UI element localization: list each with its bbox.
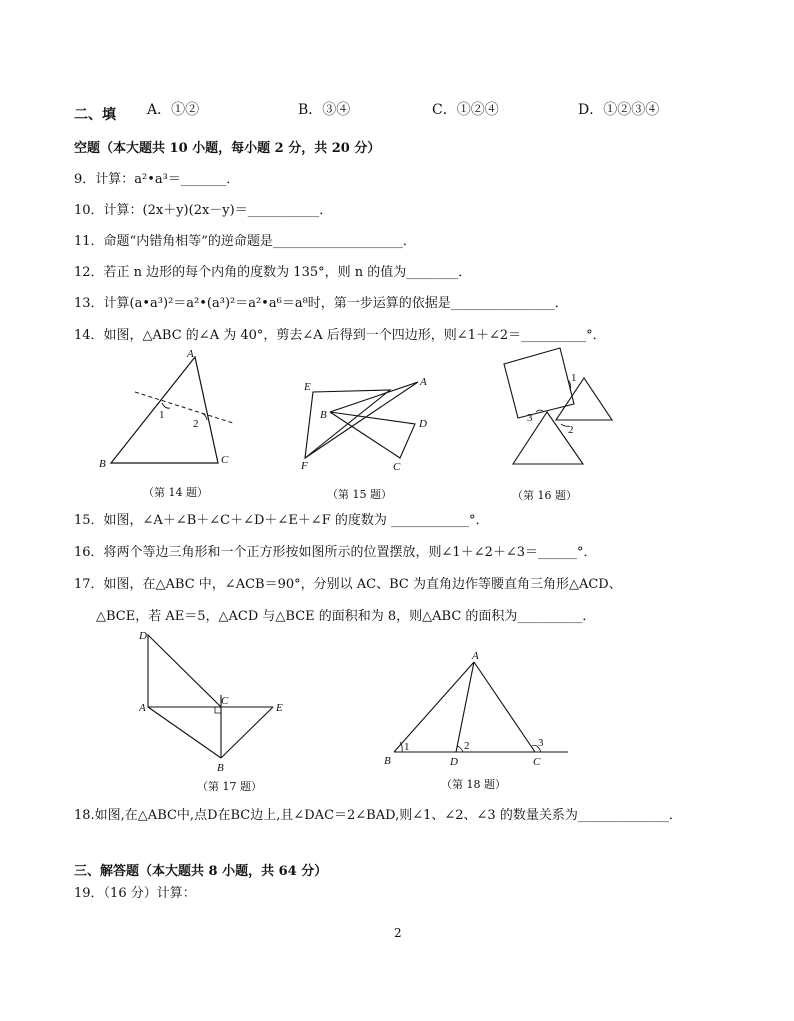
f18-label-C: C: [533, 756, 541, 768]
caption-fig15: （第 15 题）: [327, 488, 392, 501]
f16-label-3: 3: [527, 412, 533, 424]
f18-label-2: 2: [464, 740, 470, 752]
figure-17: [135, 625, 295, 775]
f18-label-B: B: [384, 755, 391, 767]
f15-label-C: C: [393, 461, 401, 473]
question-17-line2: △BCE，若 AE＝5，△ACD 与△BCE 的面积和为 8，则△ABC 的面积为__________．: [96, 609, 596, 624]
caption-fig17: （第 17 题）: [197, 780, 262, 793]
f16-label-2: 2: [568, 424, 574, 436]
question-15: 15．如图，∠A＋∠B＋∠C＋∠D＋∠E＋∠F 的度数为 ____________°．: [74, 513, 489, 528]
caption-fig16: （第 16 题）: [512, 489, 577, 502]
f16-label-1: 1: [571, 372, 577, 384]
section3-title: 三、解答题（本大题共 8 小题，共 64 分）: [74, 864, 328, 879]
question-12: 12．若正 n 边形的每个内角的度数为 135°，则 n 的值为________．: [74, 265, 472, 280]
f17-label-C: C: [221, 695, 229, 707]
f17-label-D: D: [139, 630, 147, 642]
f15-label-D: D: [419, 418, 427, 430]
section2-title: 空题（本大题共 10 小题，每小题 2 分，共 20 分）: [74, 141, 381, 156]
question-9: 9．计算：a²•a³＝_______．: [74, 172, 240, 187]
f18-label-3: 3: [538, 737, 544, 749]
figure-14: [95, 345, 245, 475]
f14-label-2: 2: [193, 418, 199, 430]
f15-label-E: E: [304, 381, 311, 393]
f15-label-F: F: [301, 460, 308, 472]
f17-label-B: B: [217, 762, 224, 774]
f15-label-B: B: [320, 409, 327, 421]
caption-fig14: （第 14 题）: [143, 486, 208, 499]
f18-label-A: A: [472, 650, 479, 662]
f18-label-D: D: [450, 756, 458, 768]
option-d: D．①②③④: [578, 102, 660, 118]
f14-label-C: C: [221, 454, 229, 466]
caption-fig18: （第 18 题）: [441, 778, 506, 791]
question-10: 10．计算：(2x＋y)(2x－y)＝___________．: [74, 203, 333, 218]
option-c: C．①②④: [432, 102, 499, 118]
question-11: 11．命题“内错角相等”的逆命题是____________________．: [74, 234, 416, 249]
figure-18: [380, 648, 580, 770]
f17-label-E: E: [276, 702, 283, 714]
question-16: 16．将两个等边三角形和一个正方形按如图所示的位置摆放，则∠1＋∠2＋∠3＝______°．: [74, 545, 597, 560]
f14-label-A: A: [187, 348, 194, 360]
f15-label-A: A: [420, 376, 427, 388]
figure-16: [500, 340, 620, 475]
question-13: 13．计算(a•a³)²＝a²•(a³)²＝a²•a⁶＝a⁸时，第一步运算的依据是________________．: [74, 296, 568, 311]
question-14: 14．如图，△ABC 的∠A 为 40°，剪去∠A 后得到一个四边形，则∠1＋∠2＝__________°．: [74, 328, 606, 343]
f14-label-1: 1: [159, 409, 165, 421]
option-b: B．③④: [298, 102, 351, 118]
f18-label-1: 1: [404, 741, 410, 753]
figure-15: [295, 370, 435, 480]
page-number: 2: [394, 926, 402, 940]
f17-label-A: A: [139, 702, 146, 714]
section2-label: 二、填: [74, 107, 116, 123]
question-18: 18.如图,在△ABC中,点D在BC边上,且∠DAC＝2∠BAD,则∠1、∠2、∠3 的数量关系为______________．: [74, 808, 682, 823]
option-a: A．①②: [147, 102, 200, 118]
question-17-line1: 17．如图，在△ABC 中，∠ACB＝90°，分别以 AC、BC 为直角边作等腰直角三角形△ACD、: [74, 577, 622, 592]
f14-label-B: B: [99, 458, 106, 470]
question-19: 19．（16 分）计算：: [74, 886, 196, 901]
